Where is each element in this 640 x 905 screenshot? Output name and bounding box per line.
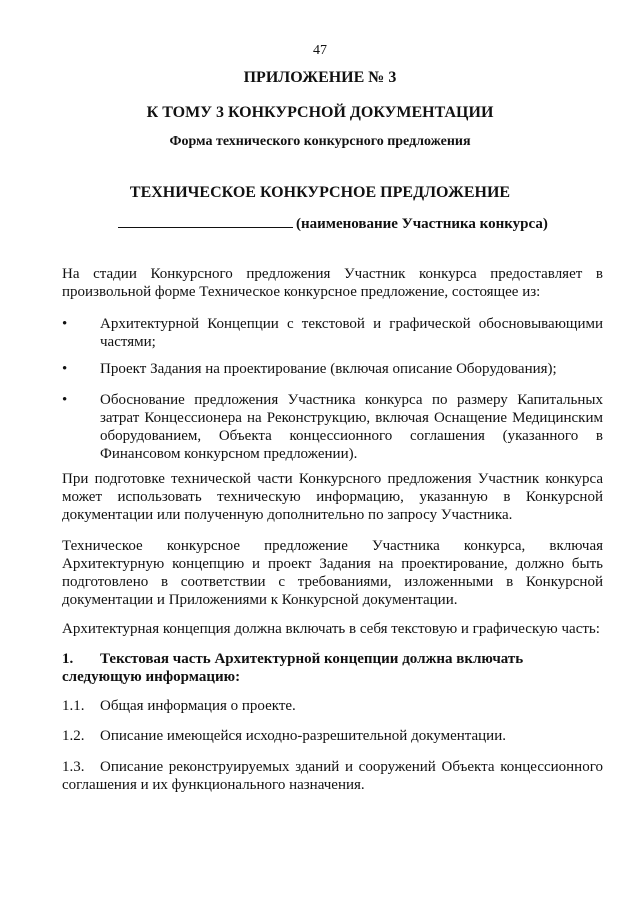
bullet-marker: •	[62, 316, 68, 332]
bullet-item: Проект Задания на проектирование (включая описание Оборудования);	[100, 361, 557, 377]
form-heading: Форма технического конкурсного предложения	[169, 134, 471, 149]
appendix-heading: ПРИЛОЖЕНИЕ № 3	[243, 69, 397, 86]
paragraph-requirements: Техническое конкурсное предложение Участника конкурса, включая Архитектурную концепцию и проект Задания на проектирование, должно быть подготовлено в соответствии с требованиями, изложенными в Конкурсной документации и Приложениями к Конкурсной документации.	[62, 538, 603, 608]
paragraph-concept: Архитектурная концепция должна включать в себя текстовую и графическую часть:	[62, 621, 600, 637]
page-number: 47	[313, 43, 327, 58]
item-number: 1.1.	[62, 698, 85, 714]
document-title: ТЕХНИЧЕСКОЕ КОНКУРСНОЕ ПРЕДЛОЖЕНИЕ	[129, 184, 511, 201]
bullet-item: Обоснование предложения Участника конкурса по размеру Капитальных затрат Концессионера на Реконструкцию, включая Оснащение Медицинским оборудованием, Объекта концессионного соглашения (указанного в Финансовом конкурсном предложении).	[100, 392, 603, 462]
item-text: Описание реконструируемых зданий и сооружений Объекта концессионного соглашения и их функционального назначения.	[62, 759, 603, 793]
intro-paragraph: На стадии Конкурсного предложения Участник конкурса предоставляет в произвольной форме Техническое конкурсное предложение, состоящее из:	[62, 266, 603, 300]
paragraph-technical-info: При подготовке технической части Конкурсного предложения Участник конкурса может использовать техническую информацию, указанную в Конкурсной документации или полученную дополнительно по запросу Участника.	[62, 471, 603, 523]
volume-heading: К ТОМУ 3 КОНКУРСНОЙ ДОКУМЕНТАЦИИ	[146, 104, 494, 121]
blank-underline	[118, 213, 293, 228]
bullet-item: Архитектурной Концепции с текстовой и графической обосновывающими частями;	[100, 316, 603, 350]
item-text: Описание имеющейся исходно-разрешительной документации.	[100, 728, 506, 744]
bullet-marker: •	[62, 392, 68, 408]
participant-label: (наименование Участника конкурса)	[296, 216, 548, 232]
section-number: 1.	[62, 651, 74, 667]
item-number: 1.3.	[62, 759, 85, 775]
participant-line	[118, 213, 548, 233]
item-number: 1.2.	[62, 728, 85, 744]
section-title: Текстовая часть Архитектурной концепции должна включать следующую информацию:	[62, 651, 524, 685]
item-text: Общая информация о проекте.	[100, 698, 296, 714]
bullet-marker: •	[62, 361, 68, 377]
